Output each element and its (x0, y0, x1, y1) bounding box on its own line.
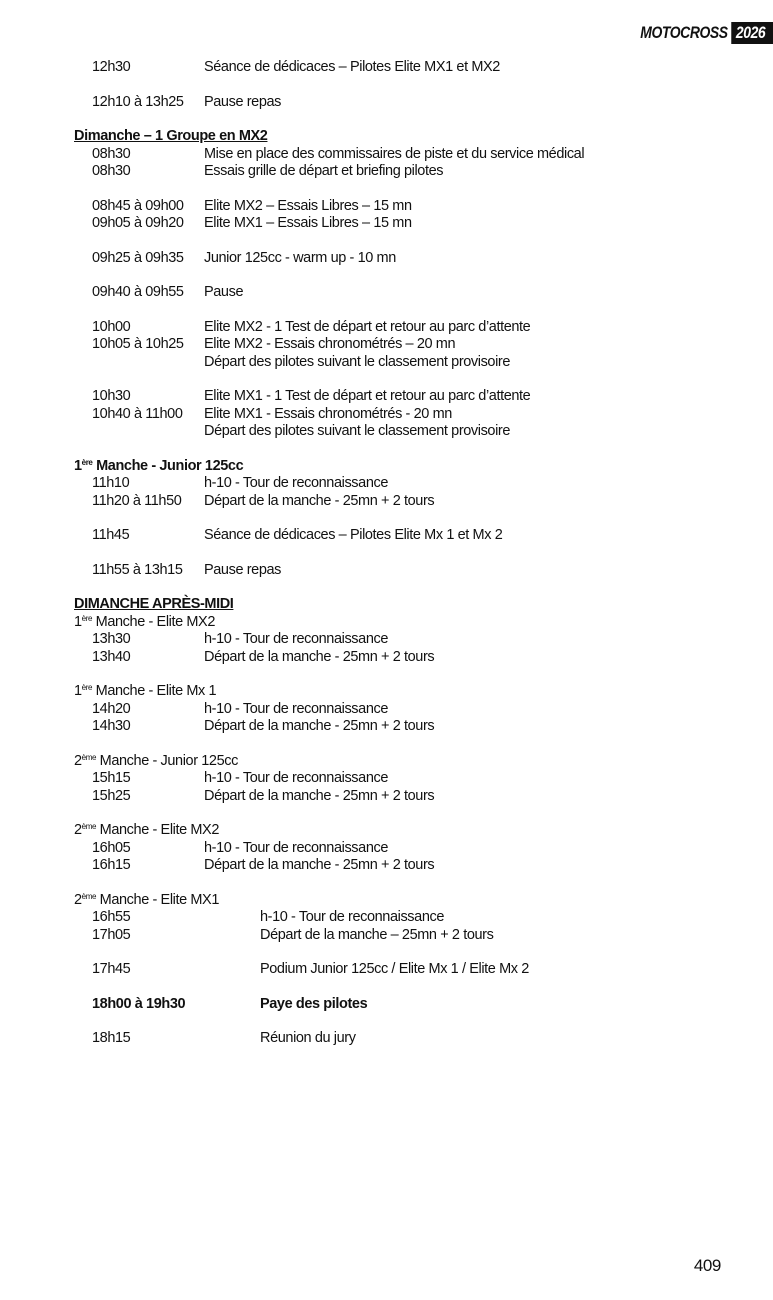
description-cell: Départ de la manche – 25mn + 2 tours (260, 926, 494, 943)
schedule-row (74, 840, 764, 858)
description-cell: Mise en place des commissaires de piste et du service médical (204, 145, 585, 162)
spacer (74, 233, 764, 250)
motocross-logo (640, 22, 773, 44)
time-cell: 11h45 (92, 527, 130, 543)
time-cell: 14h30 (92, 718, 131, 734)
time-cell: 15h15 (92, 770, 131, 786)
race-heading (74, 753, 764, 771)
schedule-row (74, 319, 764, 337)
race-number: 1 (74, 613, 82, 630)
schedule-row (74, 718, 764, 736)
time-cell: 10h00 (92, 318, 131, 335)
spacer (74, 510, 764, 527)
time-cell: 13h30 (92, 631, 131, 647)
time-cell: 10h05 à 10h25 (92, 336, 184, 352)
description-cell: Elite MX1 - 1 Test de départ et retour au parc d’attente (204, 388, 531, 404)
ordinal-suffix: ère (81, 457, 93, 467)
time-cell: 14h20 (92, 700, 131, 717)
schedule-row (74, 423, 764, 441)
description-cell: Elite MX2 - Essais chronométrés – 20 mn (204, 336, 456, 352)
race-number: 2 (74, 891, 82, 908)
spacer (74, 875, 764, 892)
heading-text: Manche - Elite Mx 1 (92, 683, 217, 699)
spacer (74, 371, 764, 388)
schedule-row (74, 701, 764, 719)
schedule-row (74, 527, 764, 545)
time-cell: 09h25 à 09h35 (92, 249, 184, 266)
spacer (74, 736, 764, 753)
description-cell: Départ de la manche - 25mn + 2 tours (204, 857, 435, 873)
race-number: 2 (74, 752, 82, 769)
schedule-row (74, 631, 764, 649)
spacer (74, 302, 764, 319)
logo-year: 2026 (731, 22, 773, 44)
ordinal-suffix: ère (81, 683, 93, 692)
heading-text: Manche - Junior 125cc (96, 752, 238, 769)
description-cell: Départ de la manche - 25mn + 2 tours (204, 718, 435, 734)
time-cell: 08h45 à 09h00 (92, 197, 184, 214)
schedule-row (74, 336, 764, 354)
description-cell: Départ de la manche - 25mn + 2 tours (204, 492, 435, 509)
section-heading (74, 458, 764, 476)
time-cell: 08h30 (92, 163, 131, 179)
ordinal-suffix: ème (81, 891, 97, 901)
time-cell: 11h10 (92, 475, 130, 491)
schedule-row (74, 250, 764, 268)
schedule-row (74, 146, 764, 164)
description-cell: Départ de la manche - 25mn + 2 tours (204, 648, 435, 665)
spacer (74, 666, 764, 683)
time-cell: 09h05 à 09h20 (92, 215, 184, 231)
spacer (74, 181, 764, 198)
section-heading (74, 128, 764, 146)
spacer (74, 805, 764, 822)
description-cell: Pause repas (204, 561, 282, 578)
time-cell: 11h55 à 13h15 (92, 561, 183, 578)
description-cell: Podium Junior 125cc / Elite Mx 1 / Elite Mx 2 (260, 961, 529, 977)
schedule-row (74, 198, 764, 216)
time-cell: 11h20 à 11h50 (92, 492, 182, 509)
spacer (74, 441, 764, 458)
ordinal-suffix: ère (81, 613, 93, 623)
spacer (74, 77, 764, 94)
heading-text: Dimanche – 1 Groupe en MX2 (74, 128, 268, 144)
schedule-row (74, 94, 764, 112)
description-cell: Elite MX1 - Essais chronométrés - 20 mn (204, 405, 452, 422)
time-cell: 18h15 (92, 1030, 131, 1046)
spacer (74, 944, 764, 961)
schedule-row (74, 788, 764, 806)
description-cell: Essais grille de départ et briefing pilotes (204, 163, 444, 179)
spacer (74, 111, 764, 128)
race-heading (74, 683, 764, 701)
schedule-row (74, 961, 764, 979)
race-heading (74, 614, 764, 632)
time-cell: 08h30 (92, 145, 131, 162)
spacer (74, 579, 764, 596)
logo-word: MOTOCROSS (639, 23, 728, 42)
heading-text: Manche - Elite MX2 (96, 822, 219, 838)
schedule-row (74, 562, 764, 580)
heading-text: DIMANCHE APRÈS-MIDI (74, 596, 234, 612)
time-cell: 10h40 à 11h00 (92, 405, 183, 422)
schedule-row (74, 354, 764, 372)
spacer (74, 979, 764, 996)
description-cell: h-10 - Tour de reconnaissance (204, 475, 389, 491)
heading-text: Manche - Junior 125cc (92, 457, 244, 474)
description-cell: Elite MX2 – Essais Libres – 15 mn (204, 197, 412, 214)
time-cell: 16h05 (92, 839, 131, 856)
time-cell: 13h40 (92, 648, 131, 665)
time-cell: 18h00 à 19h30 (92, 995, 186, 1012)
race-number: 2 (74, 822, 82, 838)
schedule-row (74, 493, 764, 511)
description-cell: h-10 - Tour de reconnaissance (204, 631, 389, 647)
race-heading (74, 822, 764, 840)
schedule-row (74, 927, 764, 945)
heading-text: Manche - Elite MX1 (96, 891, 219, 908)
time-cell: 17h45 (92, 961, 131, 977)
time-cell: 16h55 (92, 909, 131, 925)
schedule-row (74, 284, 764, 302)
description-cell: Départ des pilotes suivant le classement provisoire (204, 423, 511, 439)
page-number: 409 (693, 1256, 721, 1275)
time-cell: 12h30 (92, 59, 131, 75)
description-cell: Pause repas (204, 93, 282, 110)
spacer (74, 1013, 764, 1030)
schedule-row (74, 406, 764, 424)
description-cell: Départ des pilotes suivant le classement provisoire (204, 353, 511, 370)
time-cell: 10h30 (92, 388, 131, 404)
spacer (74, 267, 764, 284)
time-cell: 12h10 à 13h25 (92, 93, 184, 110)
schedule-row (74, 215, 764, 233)
time-cell: 16h15 (92, 857, 131, 873)
schedule-row (74, 163, 764, 181)
race-number: 1 (74, 457, 82, 474)
section-heading (74, 596, 764, 614)
schedule-row (74, 388, 764, 406)
heading-text: Manche - Elite MX2 (92, 613, 215, 630)
description-cell: Paye des pilotes (260, 995, 368, 1012)
description-cell: Réunion du jury (260, 1030, 356, 1046)
description-cell: h-10 - Tour de reconnaissance (204, 839, 389, 856)
schedule-row (74, 649, 764, 667)
description-cell: h-10 - Tour de reconnaissance (204, 700, 389, 717)
schedule-row (74, 770, 764, 788)
ordinal-suffix: ème (81, 822, 97, 831)
description-cell: Junior 125cc - warm up - 10 mn (204, 249, 396, 266)
schedule-row (74, 59, 764, 77)
schedule-row (74, 475, 764, 493)
description-cell: Séance de dédicaces – Pilotes Elite Mx 1 et Mx 2 (204, 527, 503, 543)
time-cell: 09h40 à 09h55 (92, 284, 184, 300)
time-cell: 15h25 (92, 787, 131, 804)
description-cell: h-10 - Tour de reconnaissance (204, 770, 389, 786)
schedule-row (74, 857, 764, 875)
description-cell: Elite MX1 – Essais Libres – 15 mn (204, 215, 412, 231)
description-cell: h-10 - Tour de reconnaissance (260, 909, 445, 925)
description-cell: Départ de la manche - 25mn + 2 tours (204, 787, 435, 804)
schedule-row (74, 1030, 764, 1048)
schedule-row (74, 996, 764, 1014)
race-heading (74, 892, 764, 910)
schedule (74, 59, 764, 1048)
description-cell: Elite MX2 - 1 Test de départ et retour au parc d’attente (204, 318, 531, 335)
race-number: 1 (74, 683, 82, 699)
description-cell: Séance de dédicaces – Pilotes Elite MX1 et MX2 (204, 59, 500, 75)
description-cell: Pause (204, 284, 244, 300)
spacer (74, 545, 764, 562)
time-cell: 17h05 (92, 926, 131, 943)
ordinal-suffix: ème (81, 752, 97, 762)
schedule-row (74, 909, 764, 927)
